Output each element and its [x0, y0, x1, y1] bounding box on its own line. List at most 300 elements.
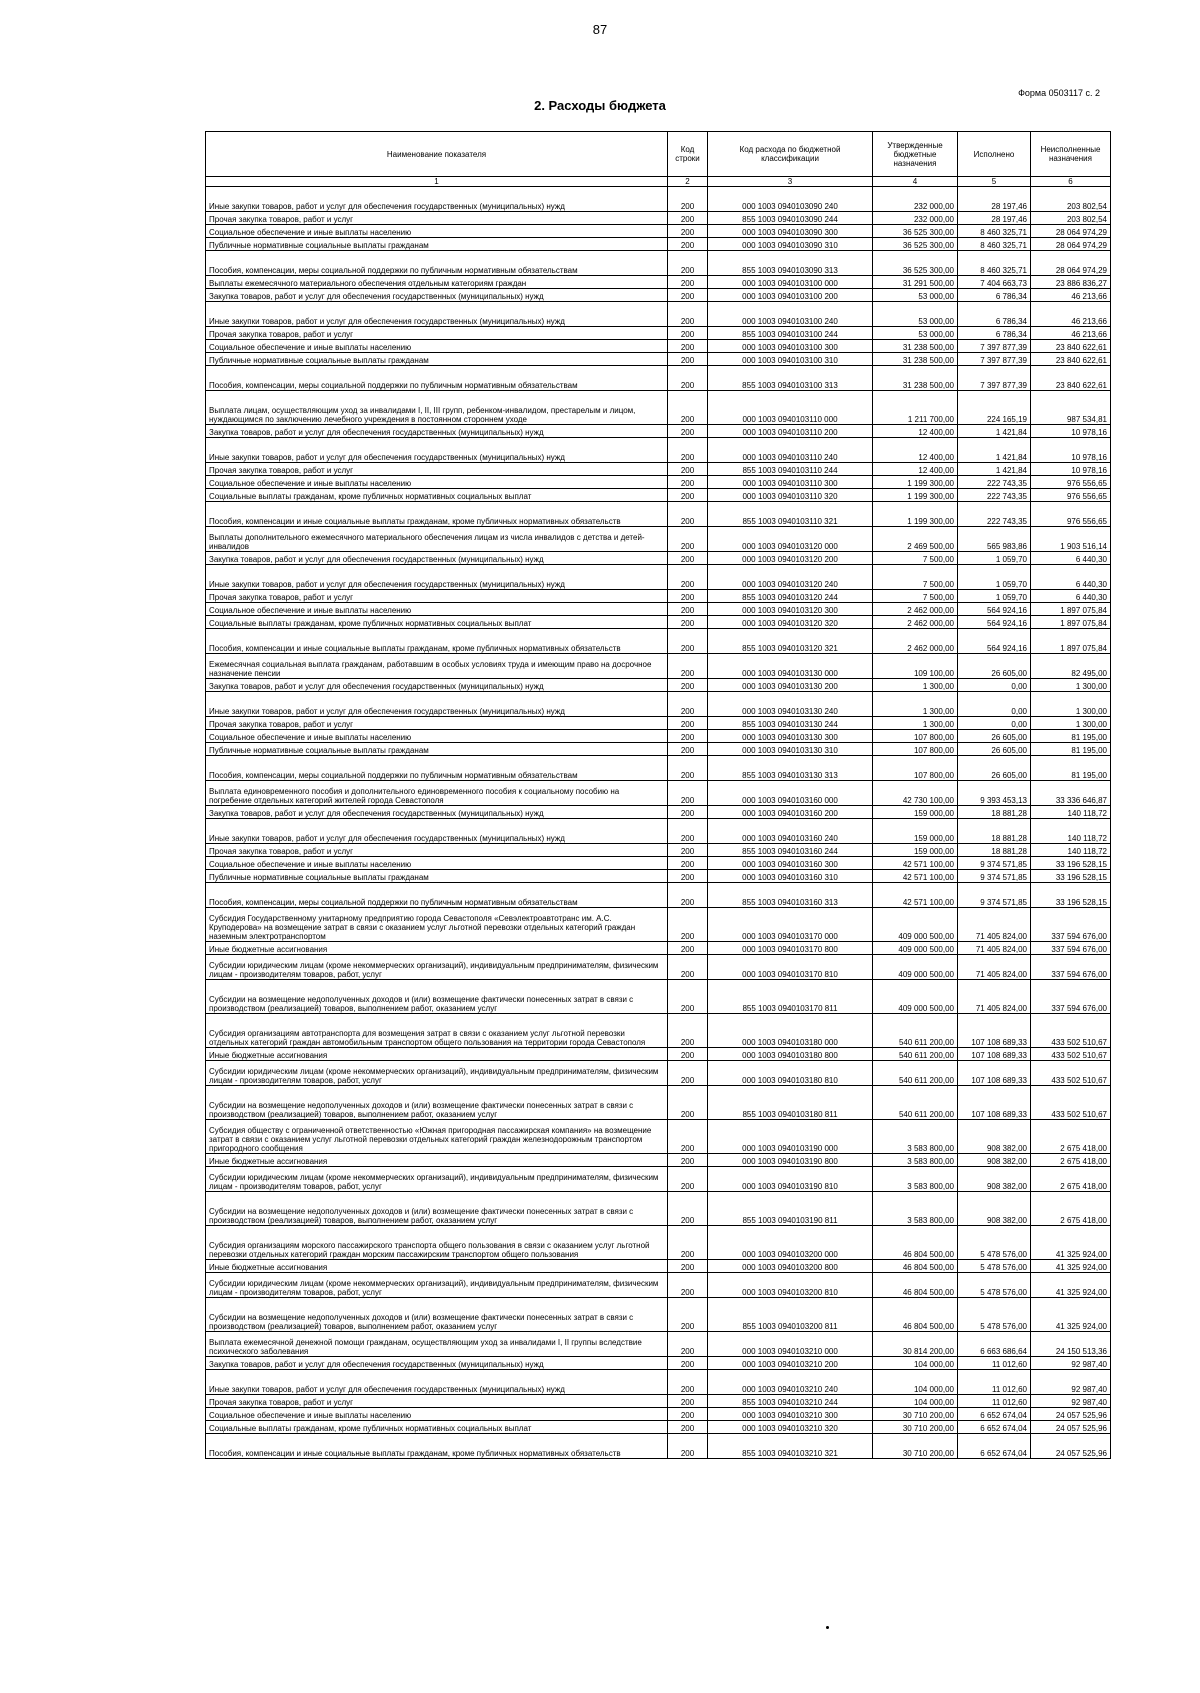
row-unexecuted: 6 440,30 [1031, 565, 1111, 590]
header-approved: Утвержденные бюджетные назначения [873, 132, 958, 177]
row-unexecuted: 81 195,00 [1031, 756, 1111, 781]
row-name: Социальное обеспечение и иные выплаты населению [206, 1408, 668, 1421]
table-row [206, 1260, 1111, 1273]
row-executed: 908 382,00 [958, 1192, 1031, 1226]
table-row [206, 781, 1111, 806]
row-executed: 9 374 571,85 [958, 883, 1031, 908]
row-line-code: 200 [668, 883, 708, 908]
row-unexecuted: 92 987,40 [1031, 1395, 1111, 1408]
row-line-code: 200 [668, 391, 708, 425]
row-executed: 908 382,00 [958, 1154, 1031, 1167]
row-line-code: 200 [668, 302, 708, 327]
page-mark [826, 1626, 829, 1629]
row-name: Прочая закупка товаров, работ и услуг [206, 327, 668, 340]
row-unexecuted: 24 057 525,96 [1031, 1434, 1111, 1459]
row-approved: 46 804 500,00 [873, 1298, 958, 1332]
row-unexecuted: 140 118,72 [1031, 844, 1111, 857]
row-name: Субсидии юридическим лицам (кроме некоммерческих организаций), индивидуальным предпринимателям, физическим лицам - производителям товаров, работ, услуг [206, 1273, 668, 1298]
row-name: Субсидии на возмещение недополученных доходов и (или) возмещение фактически понесенных затрат в связи с производством (реализацией) товаров, выполнением работ, оказанием услуг [206, 980, 668, 1014]
row-name: Субсидия организациям автотранспорта для возмещения затрат в связи с оказанием услуг льготной перевозки отдельных категорий граждан автомобильным транспортом общего пользования на территории города Севастополя [206, 1014, 668, 1048]
row-executed: 9 374 571,85 [958, 870, 1031, 883]
row-classification-code: 000 1003 0940103210 000 [708, 1332, 873, 1357]
row-executed: 7 404 663,73 [958, 276, 1031, 289]
header-name: Наименование показателя [206, 132, 668, 177]
table-row [206, 476, 1111, 489]
row-line-code: 200 [668, 238, 708, 251]
row-classification-code: 000 1003 0940103210 300 [708, 1408, 873, 1421]
row-line-code: 200 [668, 1260, 708, 1273]
row-unexecuted: 2 675 418,00 [1031, 1167, 1111, 1192]
row-line-code: 200 [668, 654, 708, 679]
row-classification-code: 855 1003 0940103130 313 [708, 756, 873, 781]
row-executed: 26 605,00 [958, 743, 1031, 756]
row-classification-code: 855 1003 0940103180 811 [708, 1086, 873, 1120]
row-name: Выплаты дополнительного ежемесячного материального обеспечения лицам из числа инвалидов с детства и детей-инвалидов [206, 527, 668, 552]
row-approved: 409 000 500,00 [873, 908, 958, 942]
row-classification-code: 855 1003 0940103100 244 [708, 327, 873, 340]
row-line-code: 200 [668, 1061, 708, 1086]
row-unexecuted: 976 556,65 [1031, 476, 1111, 489]
row-line-code: 200 [668, 212, 708, 225]
row-name: Иные закупки товаров, работ и услуг для обеспечения государственных (муниципальных) нужд [206, 1370, 668, 1395]
row-approved: 107 800,00 [873, 743, 958, 756]
row-line-code: 200 [668, 806, 708, 819]
row-name: Прочая закупка товаров, работ и услуг [206, 844, 668, 857]
row-classification-code: 000 1003 0940103100 000 [708, 276, 873, 289]
row-line-code: 200 [668, 692, 708, 717]
row-unexecuted: 976 556,65 [1031, 502, 1111, 527]
row-unexecuted: 28 064 974,29 [1031, 238, 1111, 251]
row-name: Субсидии юридическим лицам (кроме некоммерческих организаций), индивидуальным предпринимателям, физическим лицам - производителям товаров, работ, услуг [206, 955, 668, 980]
page-number: 87 [592, 22, 608, 37]
row-executed: 564 924,16 [958, 629, 1031, 654]
table-row [206, 692, 1111, 717]
row-classification-code: 855 1003 0940103160 313 [708, 883, 873, 908]
row-approved: 104 000,00 [873, 1357, 958, 1370]
row-name: Субсидии юридическим лицам (кроме некоммерческих организаций), индивидуальным предпринимателям, физическим лицам - производителям товаров, работ, услуг [206, 1167, 668, 1192]
row-line-code: 200 [668, 1434, 708, 1459]
row-classification-code: 000 1003 0940103100 240 [708, 302, 873, 327]
row-name: Социальное обеспечение и иные выплаты населению [206, 730, 668, 743]
row-executed: 1 421,84 [958, 463, 1031, 476]
row-classification-code: 855 1003 0940103090 244 [708, 212, 873, 225]
row-line-code: 200 [668, 1226, 708, 1260]
row-approved: 104 000,00 [873, 1395, 958, 1408]
row-name: Прочая закупка товаров, работ и услуг [206, 1395, 668, 1408]
row-approved: 1 211 700,00 [873, 391, 958, 425]
row-classification-code: 000 1003 0940103130 200 [708, 679, 873, 692]
row-approved: 159 000,00 [873, 819, 958, 844]
row-classification-code: 000 1003 0940103110 200 [708, 425, 873, 438]
table-row [206, 717, 1111, 730]
row-name: Пособия, компенсации и иные социальные выплаты гражданам, кроме публичных нормативных обязательств [206, 502, 668, 527]
row-unexecuted: 140 118,72 [1031, 806, 1111, 819]
row-name: Субсидии на возмещение недополученных доходов и (или) возмещение фактически понесенных затрат в связи с производством (реализацией) товаров, выполнением работ, оказанием услуг [206, 1192, 668, 1226]
table-row [206, 1048, 1111, 1061]
row-approved: 104 000,00 [873, 1370, 958, 1395]
row-approved: 53 000,00 [873, 327, 958, 340]
table-row [206, 238, 1111, 251]
row-approved: 12 400,00 [873, 425, 958, 438]
row-line-code: 200 [668, 366, 708, 391]
row-classification-code: 000 1003 0940103200 810 [708, 1273, 873, 1298]
row-name: Субсидия обществу с ограниченной ответственностью «Южная пригородная пассажирская компания» на возмещение затрат в связи с оказанием услуг льготной перевозки отдельных категорий граждан железнодорожным транспортом пригородного сообщения [206, 1120, 668, 1154]
row-line-code: 200 [668, 225, 708, 238]
row-classification-code: 000 1003 0940103210 320 [708, 1421, 873, 1434]
row-approved: 7 500,00 [873, 552, 958, 565]
row-classification-code: 855 1003 0940103170 811 [708, 980, 873, 1014]
row-unexecuted: 41 325 924,00 [1031, 1273, 1111, 1298]
table-row [206, 844, 1111, 857]
row-unexecuted: 23 840 622,61 [1031, 366, 1111, 391]
row-unexecuted: 2 675 418,00 [1031, 1192, 1111, 1226]
row-classification-code: 000 1003 0940103190 800 [708, 1154, 873, 1167]
row-name: Прочая закупка товаров, работ и услуг [206, 717, 668, 730]
row-name: Закупка товаров, работ и услуг для обеспечения государственных (муниципальных) нужд [206, 1357, 668, 1370]
header-classification-code: Код расхода по бюджетной классификации [708, 132, 873, 177]
row-classification-code: 000 1003 0940103200 000 [708, 1226, 873, 1260]
row-line-code: 200 [668, 1167, 708, 1192]
row-approved: 540 611 200,00 [873, 1048, 958, 1061]
row-name: Иные бюджетные ассигнования [206, 942, 668, 955]
row-line-code: 200 [668, 353, 708, 366]
row-line-code: 200 [668, 844, 708, 857]
row-executed: 7 397 877,39 [958, 366, 1031, 391]
row-line-code: 200 [668, 438, 708, 463]
row-executed: 0,00 [958, 717, 1031, 730]
row-approved: 46 804 500,00 [873, 1260, 958, 1273]
row-unexecuted: 41 325 924,00 [1031, 1298, 1111, 1332]
table-row [206, 1408, 1111, 1421]
row-approved: 36 525 300,00 [873, 225, 958, 238]
row-approved: 109 100,00 [873, 654, 958, 679]
row-unexecuted: 23 840 622,61 [1031, 340, 1111, 353]
row-line-code: 200 [668, 1048, 708, 1061]
row-name: Иные закупки товаров, работ и услуг для обеспечения государственных (муниципальных) нужд [206, 302, 668, 327]
row-approved: 31 238 500,00 [873, 366, 958, 391]
row-line-code: 200 [668, 857, 708, 870]
row-executed: 222 743,35 [958, 476, 1031, 489]
row-approved: 159 000,00 [873, 806, 958, 819]
table-row [206, 353, 1111, 366]
table-row [206, 980, 1111, 1014]
row-line-code: 200 [668, 616, 708, 629]
row-line-code: 200 [668, 340, 708, 353]
table-row [206, 1226, 1111, 1260]
table-row [206, 603, 1111, 616]
row-unexecuted: 433 502 510,67 [1031, 1048, 1111, 1061]
row-name: Социальное обеспечение и иные выплаты населению [206, 857, 668, 870]
row-executed: 11 012,60 [958, 1395, 1031, 1408]
row-unexecuted: 6 440,30 [1031, 552, 1111, 565]
table-row [206, 1167, 1111, 1192]
row-executed: 1 059,70 [958, 590, 1031, 603]
row-executed: 5 478 576,00 [958, 1226, 1031, 1260]
row-executed: 8 460 325,71 [958, 238, 1031, 251]
table-row [206, 870, 1111, 883]
row-approved: 36 525 300,00 [873, 251, 958, 276]
row-unexecuted: 433 502 510,67 [1031, 1014, 1111, 1048]
row-approved: 1 199 300,00 [873, 476, 958, 489]
header-unexecuted: Неисполненные назначения [1031, 132, 1111, 177]
row-executed: 9 393 453,13 [958, 781, 1031, 806]
row-classification-code: 000 1003 0940103210 240 [708, 1370, 873, 1395]
row-unexecuted: 433 502 510,67 [1031, 1086, 1111, 1120]
row-unexecuted: 28 064 974,29 [1031, 251, 1111, 276]
row-classification-code: 855 1003 0940103190 811 [708, 1192, 873, 1226]
row-classification-code: 855 1003 0940103110 321 [708, 502, 873, 527]
row-classification-code: 000 1003 0940103120 000 [708, 527, 873, 552]
row-executed: 107 108 689,33 [958, 1086, 1031, 1120]
row-unexecuted: 1 300,00 [1031, 679, 1111, 692]
row-approved: 42 571 100,00 [873, 857, 958, 870]
row-executed: 6 652 674,04 [958, 1421, 1031, 1434]
row-executed: 18 881,28 [958, 806, 1031, 819]
row-line-code: 200 [668, 1357, 708, 1370]
row-executed: 565 983,86 [958, 527, 1031, 552]
row-name: Публичные нормативные социальные выплаты гражданам [206, 870, 668, 883]
table-row [206, 1434, 1111, 1459]
row-name: Субсидия организациям морского пассажирского транспорта общего пользования в связи с оказанием услуг льготной перевозки отдельных категорий граждан морским пассажирским транспортом общего пользования [206, 1226, 668, 1260]
row-line-code: 200 [668, 590, 708, 603]
row-name: Публичные нормативные социальные выплаты гражданам [206, 238, 668, 251]
row-classification-code: 000 1003 0940103160 310 [708, 870, 873, 883]
row-classification-code: 000 1003 0940103120 200 [708, 552, 873, 565]
row-line-code: 200 [668, 565, 708, 590]
row-approved: 1 300,00 [873, 692, 958, 717]
row-unexecuted: 2 675 418,00 [1031, 1120, 1111, 1154]
row-name: Пособия, компенсации и иные социальные выплаты гражданам, кроме публичных нормативных обязательств [206, 1434, 668, 1459]
row-executed: 6 786,34 [958, 302, 1031, 327]
row-unexecuted: 1 897 075,84 [1031, 603, 1111, 616]
row-executed: 28 197,46 [958, 212, 1031, 225]
row-approved: 2 462 000,00 [873, 616, 958, 629]
row-approved: 107 800,00 [873, 730, 958, 743]
row-name: Иные бюджетные ассигнования [206, 1048, 668, 1061]
table-row [206, 1370, 1111, 1395]
table-body [206, 187, 1111, 1459]
row-classification-code: 000 1003 0940103090 300 [708, 225, 873, 238]
row-unexecuted: 433 502 510,67 [1031, 1061, 1111, 1086]
row-executed: 7 397 877,39 [958, 353, 1031, 366]
row-executed: 224 165,19 [958, 391, 1031, 425]
row-classification-code: 000 1003 0940103180 800 [708, 1048, 873, 1061]
row-approved: 2 462 000,00 [873, 629, 958, 654]
row-executed: 5 478 576,00 [958, 1273, 1031, 1298]
table-row [206, 1061, 1111, 1086]
row-name: Выплата ежемесячной денежной помощи гражданам, осуществляющим уход за инвалидами I, II группы вследствие психического заболевания [206, 1332, 668, 1357]
row-unexecuted: 337 594 676,00 [1031, 908, 1111, 942]
row-name: Субсидия Государственному унитарному предприятию города Севастополя «Севэлектроавтотранс им. А.С. Круподерова» на возмещение затрат в связи с оказанием услуг льготной перевозки отдельных категорий граждан наземным электротранспортом [206, 908, 668, 942]
row-line-code: 200 [668, 1370, 708, 1395]
row-name: Закупка товаров, работ и услуг для обеспечения государственных (муниципальных) нужд [206, 425, 668, 438]
row-line-code: 200 [668, 187, 708, 212]
row-executed: 107 108 689,33 [958, 1048, 1031, 1061]
row-classification-code: 855 1003 0940103120 321 [708, 629, 873, 654]
row-executed: 8 460 325,71 [958, 251, 1031, 276]
row-unexecuted: 33 196 528,15 [1031, 870, 1111, 883]
row-classification-code: 000 1003 0940103170 810 [708, 955, 873, 980]
row-name: Иные закупки товаров, работ и услуг для обеспечения государственных (муниципальных) нужд [206, 565, 668, 590]
row-executed: 1 059,70 [958, 565, 1031, 590]
row-unexecuted: 92 987,40 [1031, 1357, 1111, 1370]
row-unexecuted: 140 118,72 [1031, 819, 1111, 844]
row-approved: 7 500,00 [873, 590, 958, 603]
row-executed: 8 460 325,71 [958, 225, 1031, 238]
row-approved: 107 800,00 [873, 756, 958, 781]
row-line-code: 200 [668, 251, 708, 276]
table-row [206, 908, 1111, 942]
row-approved: 36 525 300,00 [873, 238, 958, 251]
row-line-code: 200 [668, 1154, 708, 1167]
row-unexecuted: 24 057 525,96 [1031, 1421, 1111, 1434]
row-name: Пособия, компенсации и иные социальные выплаты гражданам, кроме публичных нормативных обязательств [206, 629, 668, 654]
row-line-code: 200 [668, 603, 708, 616]
table-row [206, 438, 1111, 463]
row-name: Прочая закупка товаров, работ и услуг [206, 590, 668, 603]
row-name: Социальное обеспечение и иные выплаты населению [206, 476, 668, 489]
column-number-row [206, 177, 1111, 187]
row-approved: 409 000 500,00 [873, 942, 958, 955]
row-classification-code: 000 1003 0940103110 000 [708, 391, 873, 425]
row-classification-code: 000 1003 0940103110 240 [708, 438, 873, 463]
row-unexecuted: 46 213,66 [1031, 302, 1111, 327]
row-classification-code: 855 1003 0940103120 244 [708, 590, 873, 603]
row-classification-code: 000 1003 0940103160 200 [708, 806, 873, 819]
row-line-code: 200 [668, 276, 708, 289]
row-classification-code: 855 1003 0940103100 313 [708, 366, 873, 391]
row-unexecuted: 46 213,66 [1031, 327, 1111, 340]
row-executed: 107 108 689,33 [958, 1061, 1031, 1086]
row-executed: 18 881,28 [958, 844, 1031, 857]
row-name: Иные бюджетные ассигнования [206, 1154, 668, 1167]
table-row [206, 1395, 1111, 1408]
column-number: 4 [873, 177, 958, 187]
row-unexecuted: 1 897 075,84 [1031, 629, 1111, 654]
row-approved: 540 611 200,00 [873, 1014, 958, 1048]
row-classification-code: 855 1003 0940103200 811 [708, 1298, 873, 1332]
table-row [206, 391, 1111, 425]
table-row [206, 527, 1111, 552]
row-classification-code: 000 1003 0940103100 200 [708, 289, 873, 302]
row-executed: 0,00 [958, 692, 1031, 717]
row-name: Закупка товаров, работ и услуг для обеспечения государственных (муниципальных) нужд [206, 552, 668, 565]
row-executed: 11 012,60 [958, 1370, 1031, 1395]
row-unexecuted: 2 675 418,00 [1031, 1154, 1111, 1167]
row-approved: 30 814 200,00 [873, 1332, 958, 1357]
column-number: 2 [668, 177, 708, 187]
row-executed: 222 743,35 [958, 502, 1031, 527]
table-row [206, 1120, 1111, 1154]
column-number: 5 [958, 177, 1031, 187]
row-unexecuted: 203 802,54 [1031, 212, 1111, 225]
row-approved: 42 571 100,00 [873, 883, 958, 908]
row-name: Социальные выплаты гражданам, кроме публичных нормативных социальных выплат [206, 489, 668, 502]
row-unexecuted: 82 495,00 [1031, 654, 1111, 679]
row-classification-code: 000 1003 0940103210 200 [708, 1357, 873, 1370]
table-row [206, 276, 1111, 289]
row-executed: 5 478 576,00 [958, 1298, 1031, 1332]
row-unexecuted: 81 195,00 [1031, 730, 1111, 743]
row-unexecuted: 1 897 075,84 [1031, 616, 1111, 629]
table-row [206, 654, 1111, 679]
row-approved: 2 469 500,00 [873, 527, 958, 552]
table-row [206, 730, 1111, 743]
row-line-code: 200 [668, 425, 708, 438]
table-row [206, 1332, 1111, 1357]
table-row [206, 225, 1111, 238]
row-approved: 1 300,00 [873, 679, 958, 692]
table-row [206, 463, 1111, 476]
row-executed: 908 382,00 [958, 1167, 1031, 1192]
row-name: Выплата единовременного пособия и дополнительного единовременного пособия к социальному пособию на погребение отдельных категорий жителей города Севастополя [206, 781, 668, 806]
row-unexecuted: 33 196 528,15 [1031, 857, 1111, 870]
budget-expenses-table [205, 131, 1111, 1459]
row-unexecuted: 81 195,00 [1031, 743, 1111, 756]
table-row [206, 212, 1111, 225]
row-classification-code: 855 1003 0940103210 244 [708, 1395, 873, 1408]
row-unexecuted: 41 325 924,00 [1031, 1260, 1111, 1273]
row-line-code: 200 [668, 955, 708, 980]
row-name: Иные закупки товаров, работ и услуг для обеспечения государственных (муниципальных) нужд [206, 819, 668, 844]
row-executed: 28 197,46 [958, 187, 1031, 212]
row-line-code: 200 [668, 463, 708, 476]
row-line-code: 200 [668, 489, 708, 502]
table-row [206, 857, 1111, 870]
row-classification-code: 000 1003 0940103110 300 [708, 476, 873, 489]
row-unexecuted: 1 300,00 [1031, 692, 1111, 717]
row-line-code: 200 [668, 942, 708, 955]
row-executed: 11 012,60 [958, 1357, 1031, 1370]
row-line-code: 200 [668, 1120, 708, 1154]
row-classification-code: 000 1003 0940103110 320 [708, 489, 873, 502]
row-line-code: 200 [668, 679, 708, 692]
row-unexecuted: 23 840 622,61 [1031, 353, 1111, 366]
row-executed: 222 743,35 [958, 489, 1031, 502]
row-name: Пособия, компенсации, меры социальной поддержки по публичным нормативным обязательствам [206, 883, 668, 908]
row-executed: 71 405 824,00 [958, 942, 1031, 955]
row-executed: 1 421,84 [958, 438, 1031, 463]
row-classification-code: 855 1003 0940103210 321 [708, 1434, 873, 1459]
row-name: Публичные нормативные социальные выплаты гражданам [206, 353, 668, 366]
row-line-code: 200 [668, 781, 708, 806]
table-row [206, 425, 1111, 438]
row-executed: 9 374 571,85 [958, 857, 1031, 870]
table-row [206, 1357, 1111, 1370]
row-line-code: 200 [668, 1192, 708, 1226]
row-line-code: 200 [668, 1273, 708, 1298]
row-executed: 26 605,00 [958, 654, 1031, 679]
table-row [206, 1014, 1111, 1048]
table-row [206, 819, 1111, 844]
row-approved: 46 804 500,00 [873, 1226, 958, 1260]
row-line-code: 200 [668, 908, 708, 942]
table-row [206, 366, 1111, 391]
table-row [206, 1192, 1111, 1226]
row-unexecuted: 24 057 525,96 [1031, 1408, 1111, 1421]
row-name: Выплаты ежемесячного материального обеспечения отдельным категориям граждан [206, 276, 668, 289]
row-classification-code: 000 1003 0940103090 310 [708, 238, 873, 251]
row-executed: 1 059,70 [958, 552, 1031, 565]
row-approved: 31 291 500,00 [873, 276, 958, 289]
row-approved: 3 583 800,00 [873, 1167, 958, 1192]
table-row [206, 489, 1111, 502]
row-approved: 3 583 800,00 [873, 1154, 958, 1167]
table-row [206, 1298, 1111, 1332]
row-name: Социальное обеспечение и иные выплаты населению [206, 340, 668, 353]
row-unexecuted: 23 886 836,27 [1031, 276, 1111, 289]
row-executed: 5 478 576,00 [958, 1260, 1031, 1273]
